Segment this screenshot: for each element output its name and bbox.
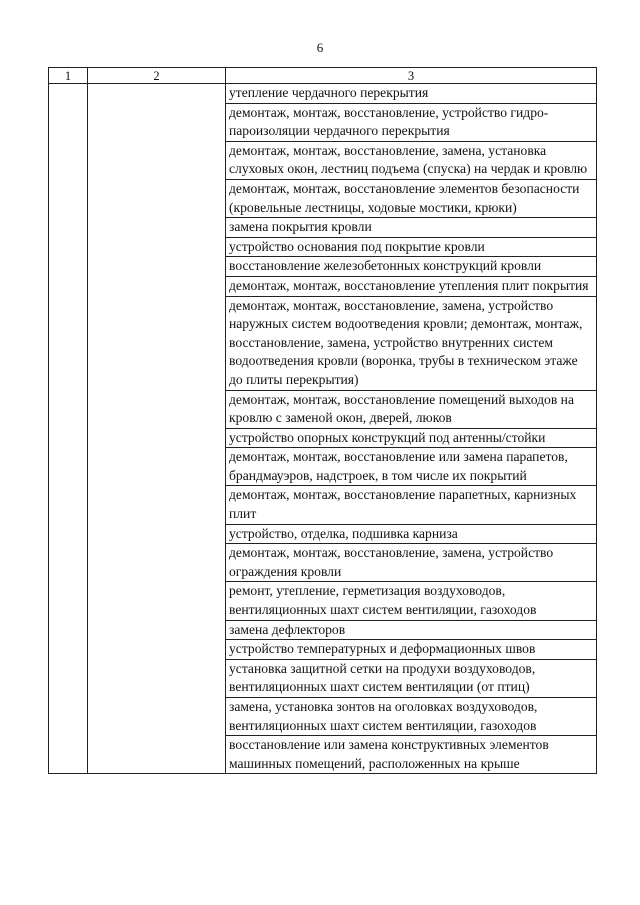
work-item: демонтаж, монтаж, восстановление, замена, устройство наружных систем водоотведения кровли; демонтаж, монтаж, восстановление, замена, устройство внутренних систем водоотведения кровли (воронка, трубы в техническом этаже до плиты перекрытия) (226, 296, 597, 390)
work-item: демонтаж, монтаж, восстановление, замена, установка слуховых окон, лестниц подъема (спуска) на чердак и кровлю (226, 141, 597, 179)
work-item: устройство, отделка, подшивка карниза (226, 524, 597, 544)
column-1-cell (49, 84, 88, 774)
works-table (48, 67, 597, 774)
work-item: демонтаж, монтаж, восстановление, замена, устройство ограждения кровли (226, 544, 597, 582)
work-item: замена, установка зонтов на оголовках воздуховодов, вентиляционных шахт систем вентиляции, газоходов (226, 698, 597, 736)
work-item: восстановление или замена конструктивных элементов машинных помещений, расположенных на крыше (226, 736, 597, 774)
column-2-cell (88, 84, 226, 774)
page-number: 6 (316, 40, 324, 55)
work-item: установка защитной сетки на продухи воздуховодов, вентиляционных шахт систем вентиляции (от птиц) (226, 659, 597, 697)
work-item: демонтаж, монтаж, восстановление утепления плит покрытия (226, 276, 597, 296)
column-header-3: 3 (226, 68, 597, 84)
work-item: устройство температурных и деформационных швов (226, 640, 597, 660)
work-item: замена дефлекторов (226, 620, 597, 640)
work-item: восстановление железобетонных конструкций кровли (226, 257, 597, 277)
work-item: демонтаж, монтаж, восстановление помещений выходов на кровлю с заменой окон, дверей, люков (226, 390, 597, 428)
work-item: замена покрытия кровли (226, 218, 597, 238)
table-row (49, 84, 597, 104)
header-row (49, 68, 597, 84)
work-item: утепление чердачного перекрытия (226, 84, 597, 104)
work-item: устройство основания под покрытие кровли (226, 237, 597, 257)
work-item: демонтаж, монтаж, восстановление элементов безопасности (кровельные лестницы, ходовые мостики, крюки) (226, 179, 597, 217)
work-item: ремонт, утепление, герметизация воздуховодов, вентиляционных шахт систем вентиляции, газоходов (226, 582, 597, 620)
column-header-2: 2 (88, 68, 226, 84)
work-item: демонтаж, монтаж, восстановление или замена парапетов, брандмауэров, надстроек, в том числе их покрытий (226, 448, 597, 486)
work-item: устройство опорных конструкций под антенны/стойки (226, 428, 597, 448)
column-header-1: 1 (49, 68, 88, 84)
work-item: демонтаж, монтаж, восстановление парапетных, карнизных плит (226, 486, 597, 524)
work-item: демонтаж, монтаж, восстановление, устройство гидро-пароизоляции чердачного перекрытия (226, 103, 597, 141)
